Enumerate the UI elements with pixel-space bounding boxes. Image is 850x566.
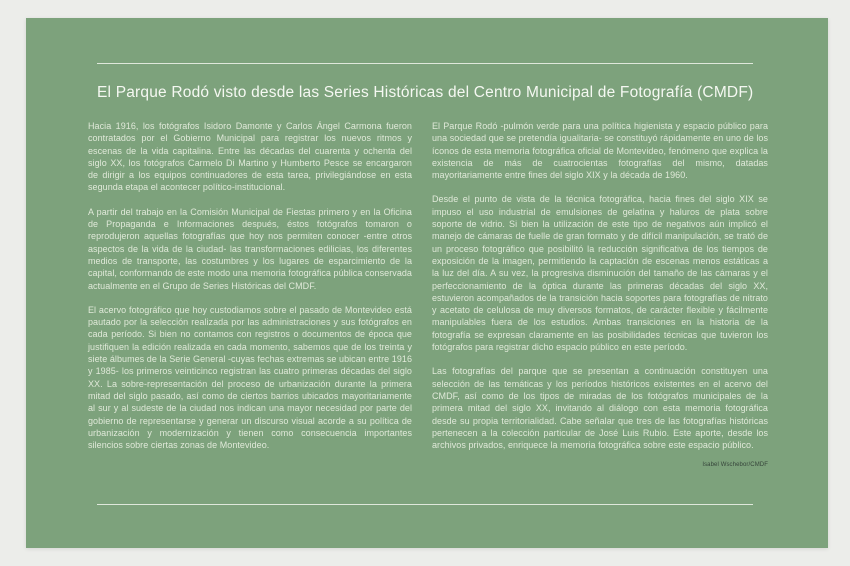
right-column [432,120,768,472]
exhibit-text-panel [26,18,828,548]
credit-byline: Isabel Wschebor/CMDF [702,462,768,469]
top-divider [97,63,753,64]
paragraph-comision-municipal: A partir del trabajo en la Comisión Municipal de Fiestas primero y en la Oficina de Propaganda e Informaciones después, éstos fotógrafos tomaron o reprodujeron aquellas fotografías que hoy nos permiten conocer -entre otros aspectos de la vida de la ciudad- las transformaciones edilicias, los diferentes medios de transporte, las costumbres y los lugares de esparcimiento de la capital, conformando de este modo una memoria fotográfica pública conservada actualmente en el Grupo de Series Históricas del CMDF. [88,206,412,291]
paragraph-seleccion-fotografias: Las fotografías del parque que se presentan a continuación constituyen una selección de las temáticas y los períodos históricos existentes en el acervo del CMDF, así como de los tipos de miradas de los fotógrafos municipales de la primera mitad del siglo XX, invitando al diálogo con esta memoria fotográfica desde su propia territorialidad. Cabe señalar que tres de las fotografías históricas pertenecen a la colección particular de José Luis Rubio. Este aporte, desde los archivos privados, enriquece la memoria fotográfica sobre este espacio público. [432,366,768,451]
paragraph-tecnica-fotografica: Desde el punto de vista de la técnica fotográfica, hacia fines del siglo XIX se impuso el uso industrial de emulsiones de gelatina y haluros de plata sobre soporte de vidrio. Si bien la utilización de este tipo de negativos aún implicó el manejo de cámaras de fuelle de gran formato y de difícil manipulación, se trató de un proceso fotográfico que posibilitó la reducción significativa de los tiempos de exposición de la imagen, permitiendo la captación de escenas menos estáticas a la luz del día. A su vez, la progresiva disminución del tamaño de las cámaras y el perfeccionamiento de la óptica durante las primeras décadas del siglo XX, estuvieron acompañados de la transición hacia soportes para fotografías de nitrato y acetato de celulosa de muy diversos formatos, de carácter flexible y fácilmente manipulables fuera de los estudios. Ambas transiciones en la historia de la fotografía se expresan claramente en las posibilidades técnicas que tuvieron los fotógrafos para registrar dicho espacio público en este período. [432,194,768,353]
left-column [88,120,412,472]
text-columns [88,120,768,472]
paragraph-parque-rodo: El Parque Rodó -pulmón verde para una política higienista y espacio público para una sociedad que se pretendía igualitaria- se constituyó rápidamente en uno de los íconos de esta memoria fotográfica oficial de Montevideo, fenómeno que explica la existencia de más de cuatrocientas fotografías del mismo, datadas mayoritariamente entre fines del siglo XIX y la década de 1960. [432,121,768,181]
paragraph-acervo-fotografico: El acervo fotográfico que hoy custodiamos sobre el pasado de Montevideo está pautado por la selección realizada por las administraciones y sus fotógrafos en cada período. Si bien no contamos con registros o documentos de época que justifiquen la edición realizada en cada momento, sabemos que de los treinta y siete álbumes de la Serie General -cuyas fechas extremas se ubican entre 1916 y 1985- los primeros veinticinco registran las cuatro primeras décadas del siglo XX. La sobre-representación del proceso de urbanización durante la primera mitad del siglo pasado, así como de ciertos barrios ubicados mayoritariamente al sur y al sudeste de la ciudad nos indican una mayor necesidad por parte del gobierno de representarse y generar un discurso visual acorde a su política de urbanización y modernización y tienen como consecuencia importantes silencios sobre ciertas zonas de Montevideo. [88,304,412,451]
page-title: El Parque Rodó visto desde las Series Históricas del Centro Municipal de Fotografía (CMDF) [97,84,754,101]
paragraph-intro-photographers: Hacia 1916, los fotógrafos Isidoro Damonte y Carlos Ángel Carmona fueron contratados por el Gobierno Municipal para registrar los nuevos ritmos y escenas de la vida capitalina. Entre las décadas del cuarenta y ochenta del siglo XX, los fotógrafos Carmelo Di Martino y Humberto Pesce se encargaron de dirigir a los equipos continuadores de esta tarea, privilegiándose en esta segunda etapa el acontecer político-institucional. [88,121,412,193]
bottom-divider [97,504,753,505]
